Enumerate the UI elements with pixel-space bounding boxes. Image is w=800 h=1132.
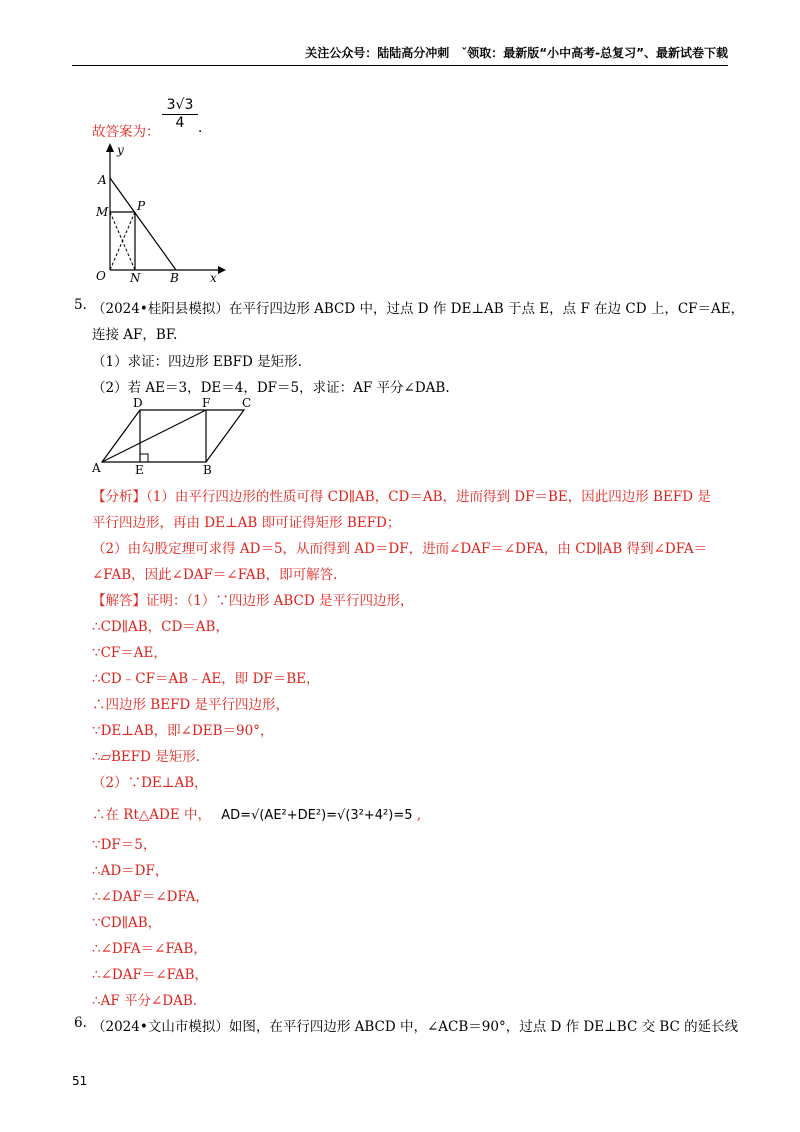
fig1-label-y: y — [117, 143, 124, 157]
solution-line: ∵CD∥AB， — [92, 915, 162, 931]
analysis-line: 【分析】（1）由平行四边形的性质可得 CD∥AB，CD＝AB，进而得到 DF＝BE，因此四边形 BEFD 是 — [92, 489, 711, 505]
solution-line: ∴CD﹣CF＝AB﹣AE，即 DF＝BE， — [92, 671, 320, 687]
fraction-numerator: 3√3 — [162, 96, 198, 115]
fig1-label-n: N — [130, 271, 141, 285]
fraction-denominator: 4 — [175, 115, 185, 131]
fig1-label-x: x — [210, 271, 217, 285]
rt-triangle-line — [92, 803, 421, 823]
solution-line: ∵CF＝AE， — [92, 645, 167, 661]
solution-line: ∴AF 平分∠DAB. — [92, 993, 198, 1009]
analysis-line: 平行四边形，再由 DE⊥AB 即可证得矩形 BEFD； — [92, 515, 401, 531]
fig2-label-c: C — [242, 396, 252, 410]
page-number: 51 — [72, 1074, 88, 1088]
solution-line: ∴▱BEFD 是矩形. — [92, 749, 201, 765]
q5-line1: （2024•桂阳县模拟）在平行四边形 ABCD 中，过点 D 作 DE⊥AB 于点 E，点 F 在边 CD 上，CF＝AE， — [92, 301, 745, 317]
rt-prefix: ∴在 Rt△ADE 中， — [92, 807, 211, 823]
q5-part1: （1）求证：四边形 EBFD 是矩形. — [92, 354, 302, 370]
coordinate-figure — [90, 140, 230, 285]
analysis-line: ∠FAB，因此∠DAF＝∠FAB，即可解答. — [92, 567, 338, 583]
q6-line1: （2024•文山市模拟）如图，在平行四边形 ABCD 中，∠ACB＝90°，过点 D 作 DE⊥BC 交 BC 的延长线 — [92, 1019, 739, 1035]
analysis-line: （2）由勾股定理可求得 AD＝5，从而得到 AD＝DF，进而∠DAF＝∠DFA，由 CD∥AB 得到∠DFA＝ — [92, 541, 708, 557]
fig1-label-a: A — [98, 173, 107, 187]
fig2-label-b: B — [203, 463, 212, 476]
fig2-label-e: E — [135, 463, 144, 476]
fig1-label-o: O — [96, 269, 106, 283]
solution-line: （2）∵DE⊥AB， — [92, 775, 208, 791]
solution-line: ∴∠DFA＝∠FAB， — [92, 941, 207, 957]
fig2-label-d: D — [133, 396, 143, 410]
fig2-label-a: A — [92, 461, 101, 475]
solution-line: ∵DF＝5， — [92, 837, 157, 853]
answer-suffix: . — [198, 120, 203, 136]
q5-part2: （2）若 AE＝3，DE＝4，DF＝5，求证：AF 平分∠DAB. — [92, 380, 450, 396]
solution-line: ∴四边形 BEFD 是平行四边形， — [92, 697, 290, 713]
solution-line: ∵DE⊥AB，即∠DEB＝90°， — [92, 723, 274, 739]
previous-answer — [92, 120, 160, 140]
solution-line: ∴CD∥AB，CD＝AB， — [92, 619, 229, 635]
solution-line: ∴AD＝DF， — [92, 863, 169, 879]
q5-number: 5. — [74, 297, 87, 313]
page-header: 关注公众号：陆陆高分冲刺 ˇ领取：最新版“小中高考-总复习”、最新试卷下载 — [72, 44, 728, 66]
q5-line2: 连接 AF，BF. — [92, 327, 178, 343]
fig1-label-m: M — [96, 205, 109, 219]
solution-line: ∴∠DAF＝∠DFA， — [92, 889, 209, 905]
solution-line: 【解答】证明：（1）∵四边形 ABCD 是平行四边形， — [92, 593, 414, 609]
fig1-label-p: P — [137, 199, 146, 213]
pythagorean-formula: AD=√(AE²+DE²)=√(3²+4²)=5 — [221, 808, 413, 823]
answer-prefix: 故答案为： — [92, 124, 160, 140]
fig1-label-b: B — [170, 271, 179, 285]
parallelogram-figure — [88, 394, 268, 476]
q6-number: 6. — [74, 1015, 87, 1031]
answer-fraction — [162, 96, 198, 131]
fig2-label-f: F — [202, 396, 211, 410]
rt-suffix: , — [416, 807, 422, 823]
solution-line: ∴∠DAF＝∠FAB， — [92, 967, 209, 983]
